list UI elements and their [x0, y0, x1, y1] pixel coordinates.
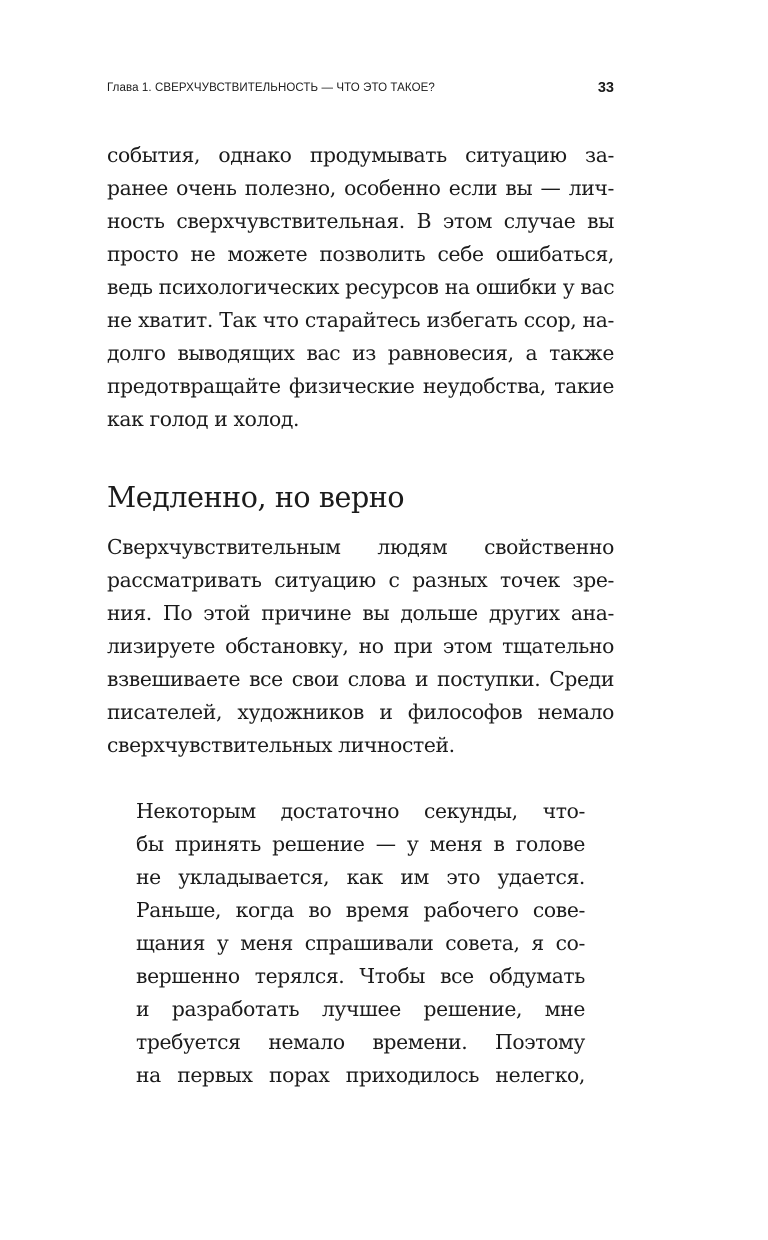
- text-line: предотвращайте физические неудобства, такие: [107, 374, 614, 398]
- quote-line: щания у меня спрашивали совета, я со-: [136, 931, 585, 955]
- quote-line: на первых порах приходилось нелегко,: [136, 1063, 585, 1087]
- text-line: ведь психологических ресурсов на ошибки у вас: [107, 275, 615, 299]
- running-head: [107, 82, 614, 100]
- text-line: как голод и холод.: [107, 407, 300, 431]
- quote-line: бы принять решение — у меня в голове: [136, 832, 585, 856]
- quote-line: не укладывается, как им это удается.: [136, 865, 585, 889]
- text-line: писателей, художников и философов немало: [107, 700, 614, 724]
- text-line: лизируете обстановку, но при этом тщательно: [107, 634, 614, 658]
- quote-line: Некоторым достаточно секунды, что-: [136, 799, 585, 823]
- text-line: рассматривать ситуацию с разных точек зре-: [107, 568, 614, 592]
- page-number: 33: [597, 80, 614, 96]
- quote-line: Раньше, когда во время рабочего сове-: [136, 898, 585, 922]
- text-line: просто не можете позволить себе ошибаться,: [107, 242, 614, 266]
- text-line: не хватит. Так что старайтесь избегать ссор, на-: [107, 308, 614, 332]
- text-line: взвешиваете все свои слова и поступки. Среди: [107, 667, 614, 691]
- running-title: Глава 1. СВЕРХЧУВСТВИТЕЛЬНОСТЬ — ЧТО ЭТО ТАКОЕ?: [107, 82, 435, 94]
- quote-line: требуется немало времени. Поэтому: [136, 1030, 585, 1054]
- text-line: события, однако продумывать ситуацию за-: [107, 143, 614, 167]
- section-heading: Медленно, но верно: [107, 481, 405, 514]
- text-line: ранее очень полезно, особенно если вы — лич-: [107, 176, 614, 200]
- quote-line: вершенно терялся. Чтобы все обдумать: [136, 964, 585, 988]
- text-line: ность сверхчувствительная. В этом случае вы: [107, 209, 614, 233]
- text-line: ния. По этой причине вы дольше других ана-: [107, 601, 614, 625]
- text-line: сверхчувствительных личностей.: [107, 733, 455, 757]
- text-line: долго выводящих вас из равновесия, а также: [107, 341, 614, 365]
- quote-line: и разработать лучшее решение, мне: [136, 997, 585, 1021]
- text-line: Сверхчувствительным людям свойственно: [107, 535, 614, 559]
